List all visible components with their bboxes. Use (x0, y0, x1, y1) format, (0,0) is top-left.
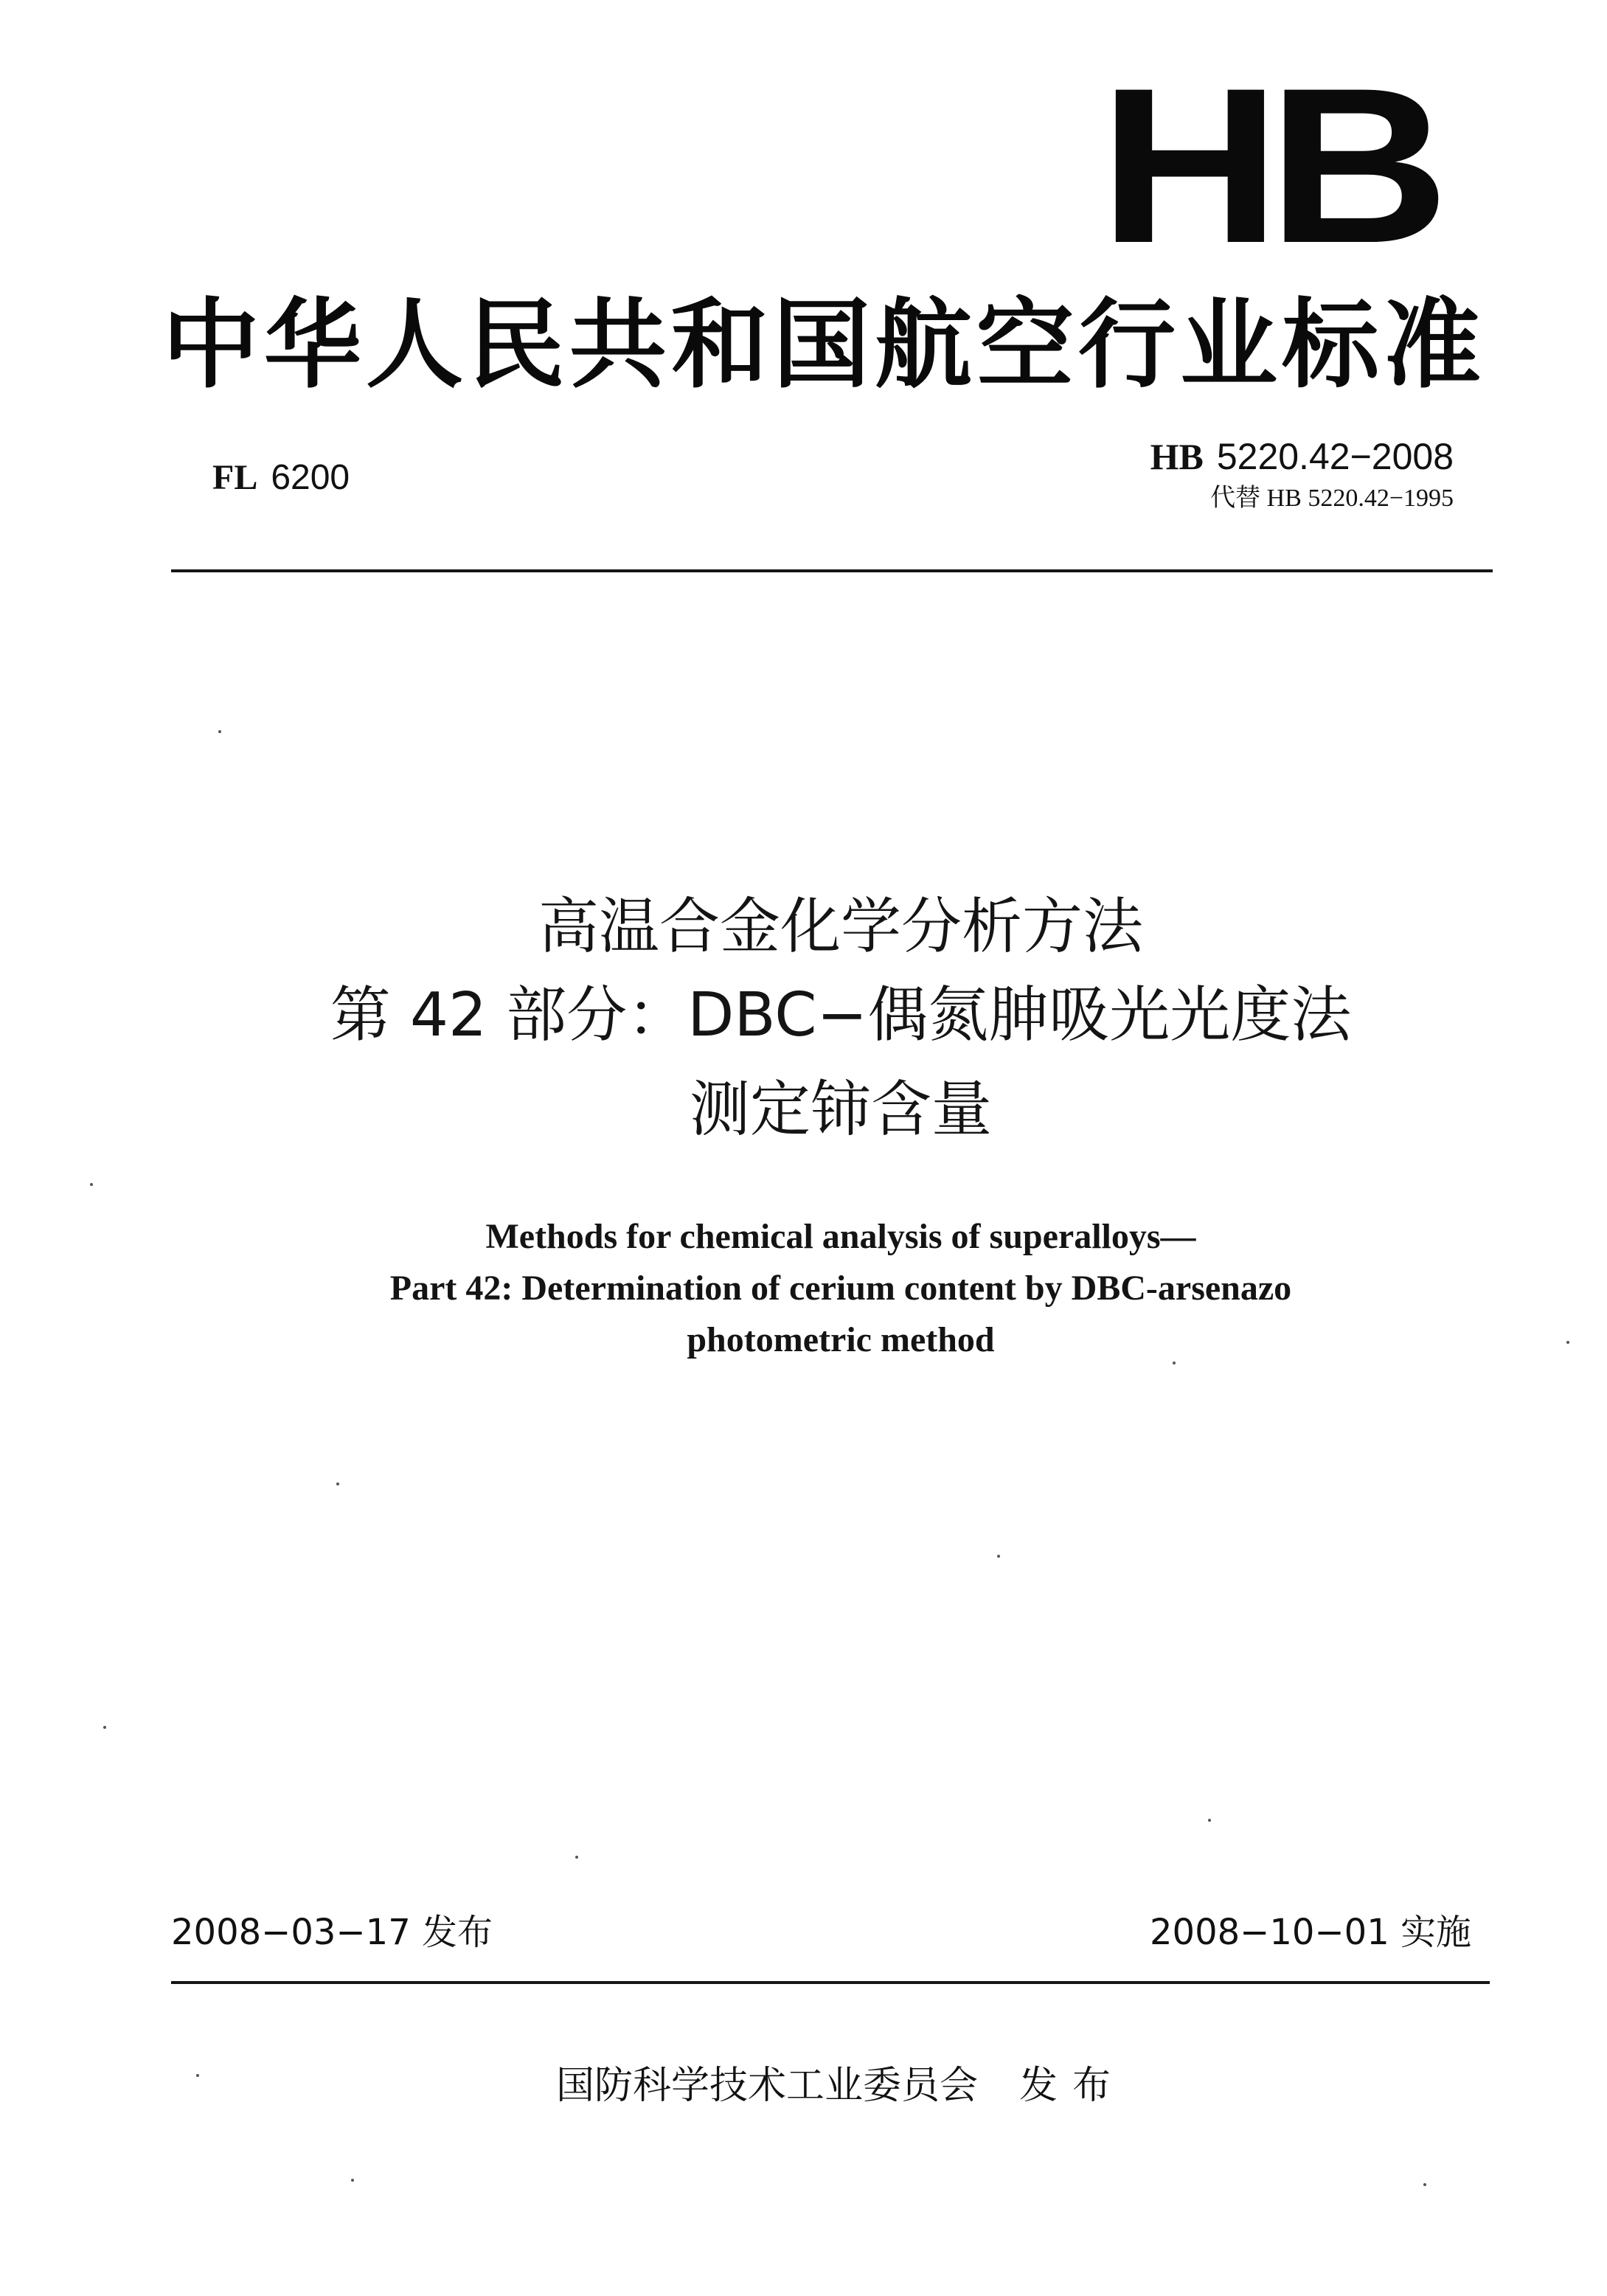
classification-number: 6200 (271, 458, 350, 497)
publisher-line (147, 2059, 1534, 2112)
english-title-line-1: Methods for chemical analysis of superalloys— (485, 1217, 1196, 1256)
classification-code (212, 456, 350, 500)
scan-speck (103, 1726, 106, 1729)
classification-prefix: FL (212, 458, 258, 497)
standard-number-value: 5220.42−2008 (1216, 436, 1454, 477)
header-divider (171, 569, 1493, 572)
chinese-title-line-1: 高温合金化学分析方法 (538, 892, 1143, 962)
english-title-line-2: Part 42: Determination of cerium content by DBC-arsenazo (389, 1269, 1292, 1308)
replaces-standard: 代替 HB 5220.42−1995 (1210, 485, 1454, 512)
publisher-name: 国防科学技术工业委员会 (555, 2064, 978, 2108)
standard-type-heading: 中华人民共和国航空行业标准 (162, 288, 1485, 402)
scan-speck (1423, 2183, 1426, 2186)
scan-speck (1208, 1819, 1211, 1822)
standard-number (1150, 434, 1454, 479)
implementation-date: 2008−10−01 实施 (1149, 1912, 1471, 1953)
standard-number-prefix: HB (1150, 436, 1204, 477)
scan-speck (575, 1856, 578, 1859)
scan-speck (196, 2074, 199, 2077)
hb-logo: HB (1099, 41, 1437, 289)
scan-speck (997, 1555, 1000, 1558)
scan-speck (218, 730, 221, 733)
issue-date: 2008−03−17 发布 (171, 1912, 493, 1953)
english-title-line-3: photometric method (687, 1320, 995, 1359)
chinese-title-line-2: 第 42 部分：DBC−偶氮胂吸光光度法 (330, 980, 1352, 1050)
scan-speck (351, 2179, 354, 2182)
publisher-action: 发布 (1019, 2064, 1126, 2108)
footer-divider (171, 1981, 1490, 1984)
scan-speck (1173, 1362, 1176, 1364)
scan-speck (90, 1183, 93, 1186)
scan-speck (1566, 1341, 1569, 1344)
scan-speck (336, 1482, 339, 1485)
chinese-title-line-3: 测定铈含量 (689, 1075, 992, 1145)
